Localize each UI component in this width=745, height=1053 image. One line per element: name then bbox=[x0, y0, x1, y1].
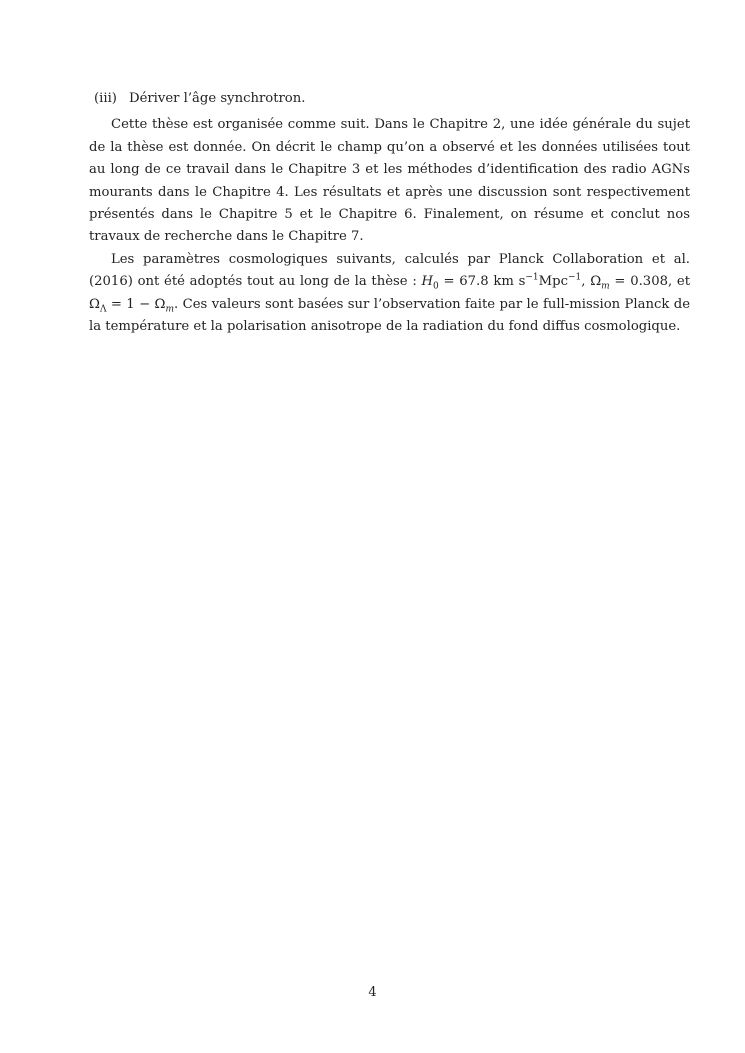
cosmology-intro: Les paramètres cosmologiques suivants, calculés par Planck Collaboration et al. (2016) ont été adoptés tout au long de la thèse : bbox=[89, 251, 690, 290]
page-number: 4 bbox=[368, 985, 377, 1000]
separator: , bbox=[581, 274, 591, 290]
omega-lambda-subscript: Λ bbox=[99, 304, 107, 315]
omega-m-subscript-2: m bbox=[165, 304, 175, 315]
cosmology-rest: Ces valeurs sont basées sur l’observation faite par le full-mission Planck de la température et la polarisation anisotrope de la radiation du fond diffus cosmologique. bbox=[89, 296, 690, 335]
mpc-exponent: −1 bbox=[568, 272, 582, 283]
list-marker: (iii) bbox=[94, 91, 117, 106]
omega-m-subscript: m bbox=[601, 281, 610, 292]
h0-subscript: 0 bbox=[433, 281, 439, 292]
s-exponent: −1 bbox=[525, 272, 539, 283]
omega-lambda-equation: = 1 − bbox=[106, 296, 155, 312]
paragraph-cosmology bbox=[89, 249, 690, 339]
omega-m-symbol: Ω bbox=[590, 274, 602, 290]
h0-symbol: H bbox=[421, 274, 434, 290]
body-text bbox=[89, 88, 690, 338]
paragraph-outline: Cette thèse est organisée comme suit. Dans le Chapitre 2, une idée générale du sujet de la thèse est donnée. On décrit le champ qu’on a observé et les données utilisées tout au long de ce travail dans le Chapitre 3 et les méthodes d’identification des radio AGNs mourants dans le Chapitre 4. Les résultats et après une discussion sont respectivement présentés dans le Chapitre 5 et le Chapitre 6. Finalement, on résume et conclut nos travaux de recherche dans le Chapitre 7. bbox=[89, 117, 690, 245]
omega-lambda-symbol: Ω bbox=[89, 296, 100, 312]
h0-value: = 67.8 km s bbox=[438, 274, 526, 290]
end-dot: . bbox=[174, 296, 179, 312]
list-item bbox=[94, 88, 690, 110]
omega-m-symbol-2: Ω bbox=[154, 296, 166, 312]
omega-m-value: = 0.308, et bbox=[609, 274, 690, 290]
list-item-text: Dériver l’âge synchrotron. bbox=[129, 91, 306, 106]
mpc-unit: Mpc bbox=[538, 274, 568, 290]
